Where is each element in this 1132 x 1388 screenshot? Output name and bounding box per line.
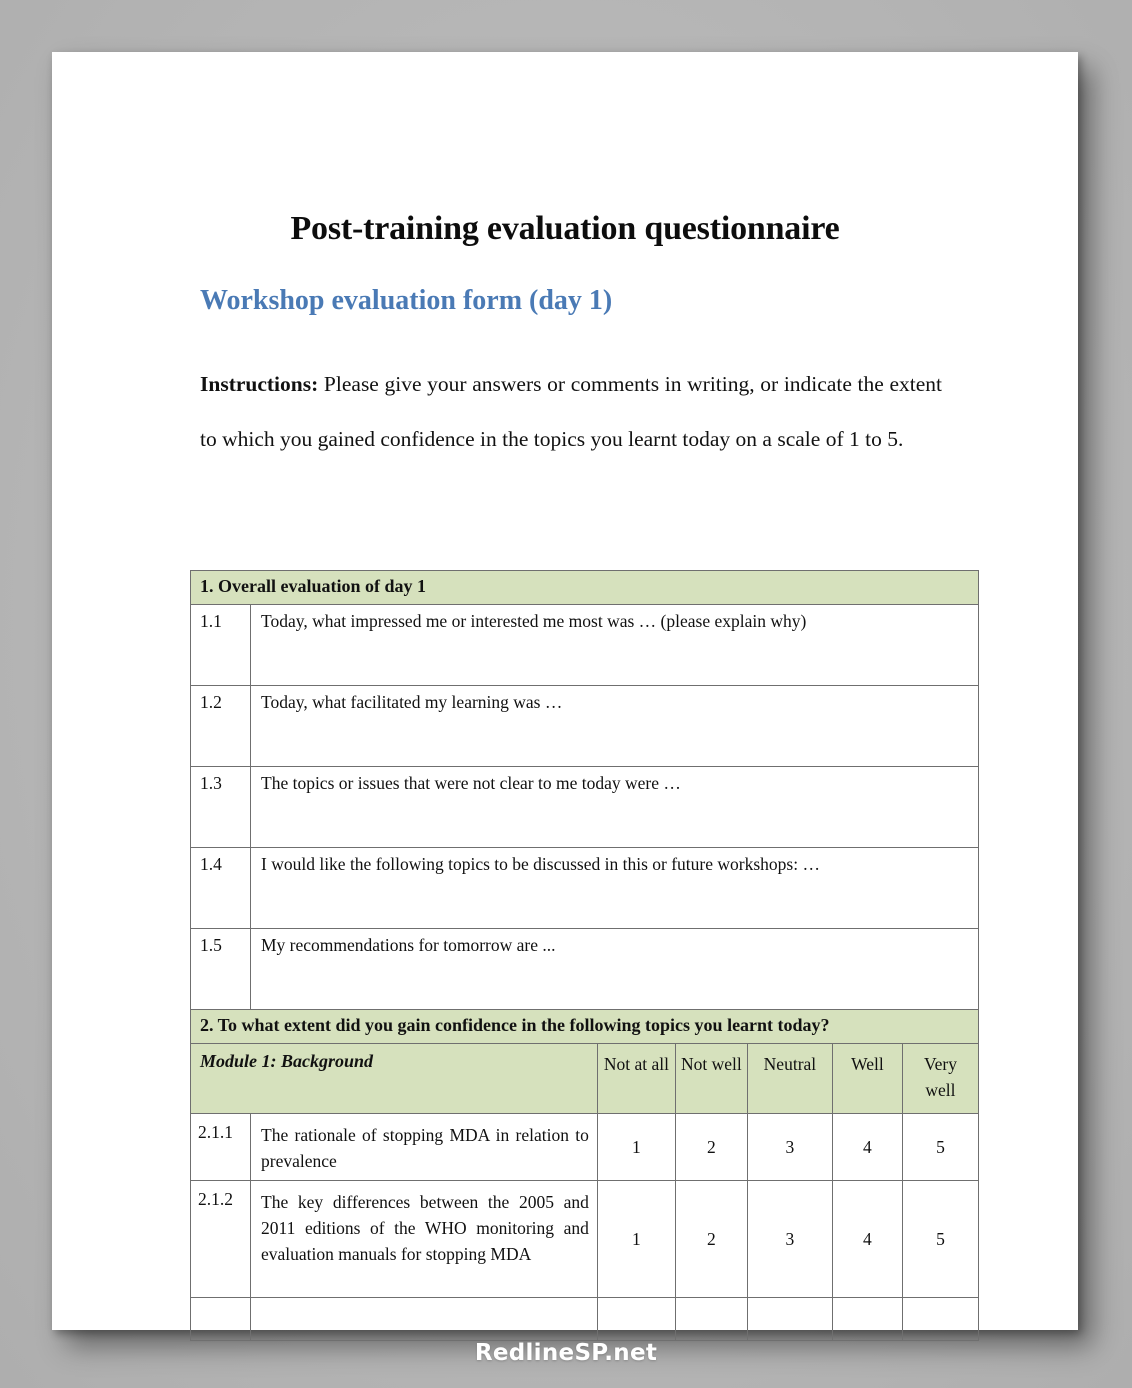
question-number: 1.5 [191,929,251,1010]
question-text[interactable]: The topics or issues that were not clear to me today were … [251,767,979,848]
rating-option-4[interactable]: 4 [832,1181,902,1298]
rating-option-2[interactable] [675,1298,747,1341]
rating-option-3[interactable] [747,1298,832,1341]
scale-header-well: Well [832,1044,902,1114]
question-number: 1.3 [191,767,251,848]
scale-header-not-at-all: Not at all [597,1044,675,1114]
item-text: The rationale of stopping MDA in relation to prevalence [251,1114,598,1181]
watermark-label: RedlineSP.net [474,1340,658,1366]
rating-option-3[interactable]: 3 [747,1181,832,1298]
page-subtitle: Workshop evaluation form (day 1) [200,285,613,316]
section2-heading-row [191,1010,979,1044]
instructions-text: Please give your answers or comments in writing, or indicate the extent to which you gained confidence in the topics you learnt today on a scale of 1 to 5. [200,372,942,451]
page-content [52,52,1078,1330]
rating-option-2[interactable]: 2 [675,1181,747,1298]
item-number [191,1298,251,1341]
table-row [191,1114,979,1181]
rating-option-1[interactable]: 1 [597,1181,675,1298]
question-text[interactable]: Today, what impressed me or interested me most was … (please explain why) [251,605,979,686]
question-text[interactable]: My recommendations for tomorrow are ... [251,929,979,1010]
table-row [191,1181,979,1298]
question-text[interactable]: I would like the following topics to be discussed in this or future workshops: … [251,848,979,929]
rating-option-5[interactable] [902,1298,978,1341]
table-row [191,767,979,848]
section1-heading-row [191,571,979,605]
table-row-blank [191,1298,979,1341]
table-row [191,929,979,1010]
rating-option-4[interactable] [832,1298,902,1341]
item-text: The key differences between the 2005 and 2011 editions of the WHO monitoring and evaluation manuals for stopping MDA [251,1181,598,1298]
table-row [191,605,979,686]
rating-option-2[interactable]: 2 [675,1114,747,1181]
scale-header-very-well: Very well [902,1044,978,1114]
scale-header-not-well: Not well [675,1044,747,1114]
table-row [191,686,979,767]
rating-option-5[interactable]: 5 [902,1181,978,1298]
rating-option-5[interactable]: 5 [902,1114,978,1181]
rating-option-3[interactable]: 3 [747,1114,832,1181]
scale-header-row [191,1044,979,1114]
item-number: 2.1.2 [191,1181,251,1298]
question-number: 1.1 [191,605,251,686]
document-page [52,52,1078,1330]
page-title: Post-training evaluation questionnaire [290,210,840,247]
rating-option-4[interactable]: 4 [832,1114,902,1181]
rating-option-1[interactable]: 1 [597,1114,675,1181]
question-number: 1.4 [191,848,251,929]
rating-option-1[interactable] [597,1298,675,1341]
document-page-wrapper [52,52,1078,1330]
evaluation-form-table [190,570,979,1341]
question-number: 1.2 [191,686,251,767]
item-text[interactable] [251,1298,598,1341]
section1-heading: 1. Overall evaluation of day 1 [191,571,979,605]
instructions-label: Instructions: [200,372,319,396]
item-number: 2.1.1 [191,1114,251,1181]
scale-header-neutral: Neutral [747,1044,832,1114]
section2-heading: 2. To what extent did you gain confidence in the following topics you learnt today? [191,1010,979,1044]
module-label: Module 1: Background [191,1044,598,1114]
question-text[interactable]: Today, what facilitated my learning was … [251,686,979,767]
table-row [191,848,979,929]
instructions-paragraph [200,357,942,467]
